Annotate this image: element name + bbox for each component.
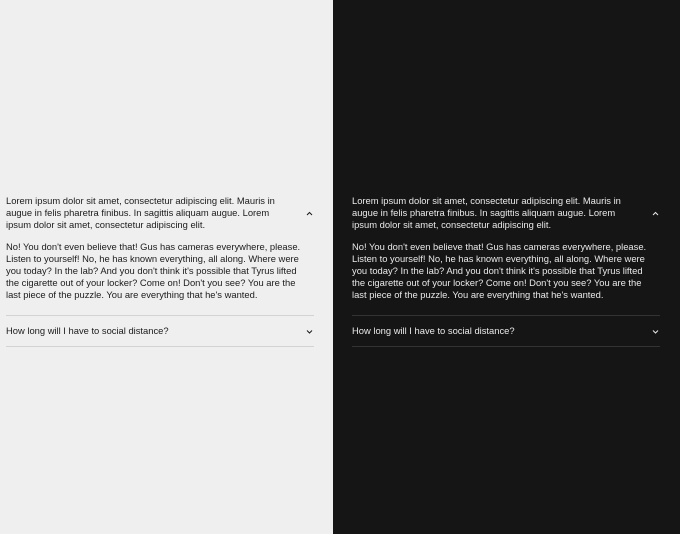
accordion-question: Lorem ipsum dolor sit amet, consectetur adipiscing elit. Mauris in augue in felis pharetra finibus. In sagittis aliquam augue. Lorem ipsum dolor sit amet, consectetur adipiscing elit. [6,195,275,230]
accordion-header[interactable] [352,316,660,346]
accordion-item-expanded [352,195,660,315]
chevron-down-icon[interactable] [304,326,314,336]
light-theme-panel [0,0,333,534]
chevron-up-icon[interactable] [304,208,314,218]
accordion-item-expanded [6,195,314,315]
accordion [352,195,660,347]
accordion-question: Lorem ipsum dolor sit amet, consectetur adipiscing elit. Mauris in augue in felis pharetra finibus. In sagittis aliquam augue. Lorem ipsum dolor sit amet, consectetur adipiscing elit. [352,195,621,230]
accordion-header[interactable] [6,195,314,231]
chevron-up-icon[interactable] [650,208,660,218]
accordion-header[interactable] [352,195,660,231]
accordion-answer: No! You don't even believe that! Gus has cameras everywhere, please. Listen to yourself! No, he has known everything, all along. Where were you today? In the lab? And you don't think it's possible that Tyrus lifted the cigarette out of your locker? Come on! Don't you see? You are the last piece of the puzzle. You are everything that he's wanted. [6,241,301,300]
accordion-answer: No! You don't even believe that! Gus has cameras everywhere, please. Listen to yourself! No, he has known everything, all along. Where were you today? In the lab? And you don't think it's possible that Tyrus lifted the cigarette out of your locker? Come on! Don't you see? You are the last piece of the puzzle. You are everything that he's wanted. [352,241,647,300]
dark-theme-panel [333,0,680,534]
accordion-item-collapsed [6,315,314,346]
accordion-question: How long will I have to social distance? [6,325,169,336]
accordion [6,195,314,347]
accordion-item-collapsed [352,315,660,346]
accordion-question: How long will I have to social distance? [352,325,515,336]
accordion-header[interactable] [6,316,314,346]
chevron-down-icon[interactable] [650,326,660,336]
